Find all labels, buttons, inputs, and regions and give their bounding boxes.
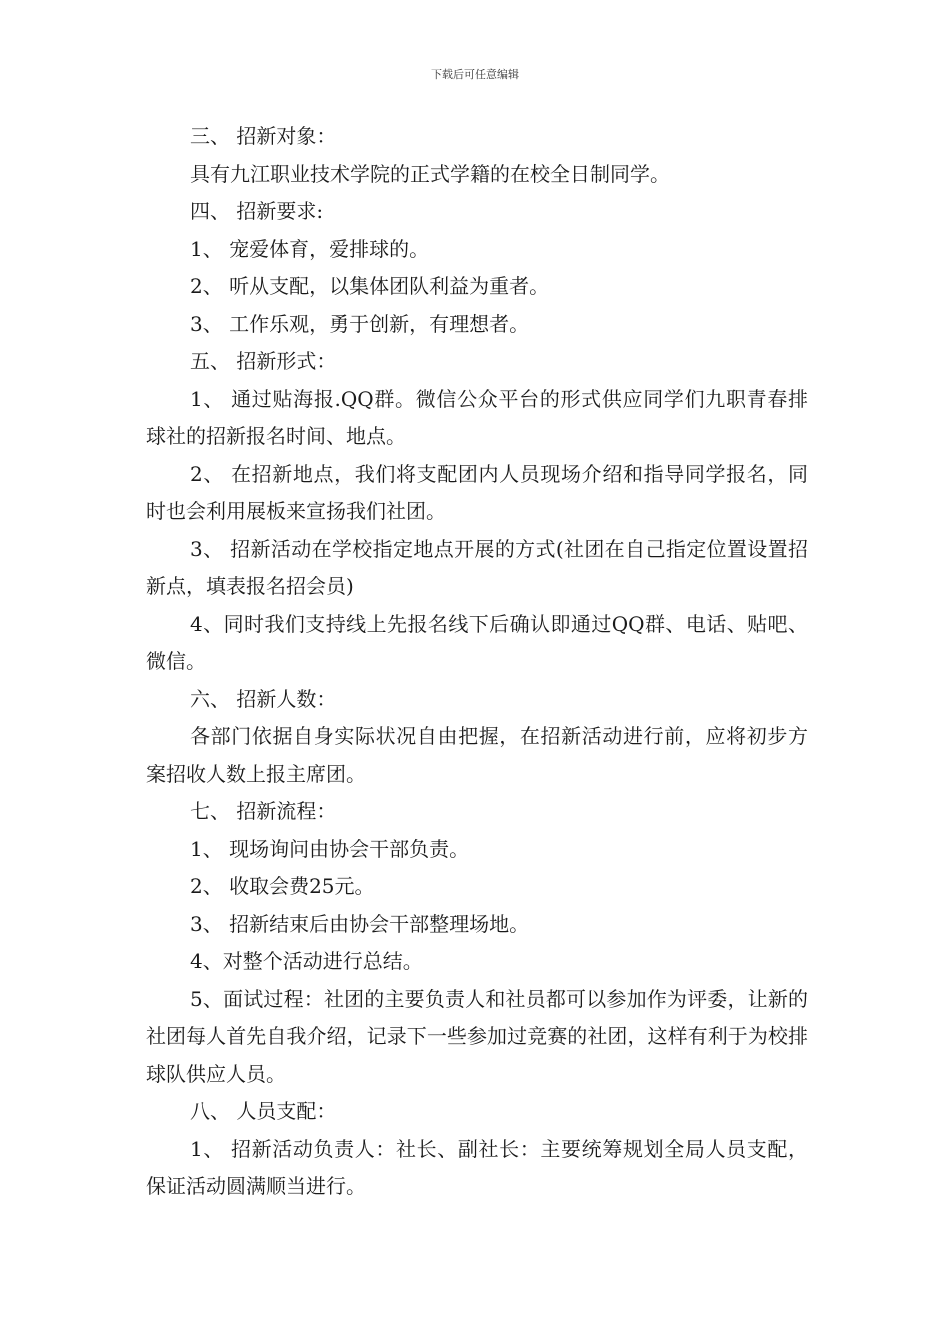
section-heading-6: 六、 招新人数：: [190, 686, 337, 711]
list-item: 1、 宠爱体育，爱排球的。: [190, 236, 430, 261]
list-item: 4、对整个活动进行总结。: [190, 949, 423, 973]
paragraph: 各部门依据自身实际状况自由把握，在招新活动进行前，应将初步方案招收人数上报主席团。: [146, 724, 808, 786]
list-item: 3、 工作乐观，勇于创新，有理想者。: [190, 311, 530, 336]
list-item: 4、同时我们支持线上先报名线下后确认即通过QQ群、电话、贴吧、微信。: [146, 611, 808, 673]
section-heading-8: 八、 人员支配：: [190, 1099, 337, 1123]
list-item: 1、 现场询问由协会干部负责。: [190, 836, 470, 861]
document-body: [146, 118, 808, 1206]
list-item: 3、 招新结束后由协会干部整理场地。: [190, 911, 530, 936]
list-item: 1、 招新活动负责人：社长、副社长：主要统筹规划全局人员支配，保证活动圆满顺当进行。: [146, 1136, 808, 1198]
list-item: 1、 通过贴海报.QQ群。微信公众平台的形式供应同学们九职青春排球社的招新报名时间、地点。: [146, 386, 808, 448]
page-header: 下载后可任意编辑: [431, 68, 519, 81]
section-heading-7: 七、 招新流程：: [190, 799, 337, 823]
paragraph: 具有九江职业技术学院的正式学籍的在校全日制同学。: [190, 161, 670, 186]
list-item: 5、面试过程：社团的主要负责人和社员都可以参加作为评委，让新的社团每人首先自我介绍，记录下一些参加过竞赛的社团，这样有利于为校排球队供应人员。: [146, 986, 808, 1086]
section-heading-3: 三、 招新对象：: [190, 124, 337, 148]
list-item: 3、 招新活动在学校指定地点开展的方式(社团在自己指定位置设置招新点，填表报名招会员): [146, 536, 808, 598]
list-item: 2、 听从支配，以集体团队利益为重者。: [190, 274, 550, 298]
section-heading-5: 五、 招新形式：: [190, 349, 337, 373]
section-heading-4: 四、 招新要求:: [190, 199, 324, 223]
list-item: 2、 在招新地点，我们将支配团内人员现场介绍和指导同学报名，同时也会利用展板来宣扬我们社团。: [146, 461, 808, 523]
list-item: 2、 收取会费25元。: [190, 874, 375, 898]
